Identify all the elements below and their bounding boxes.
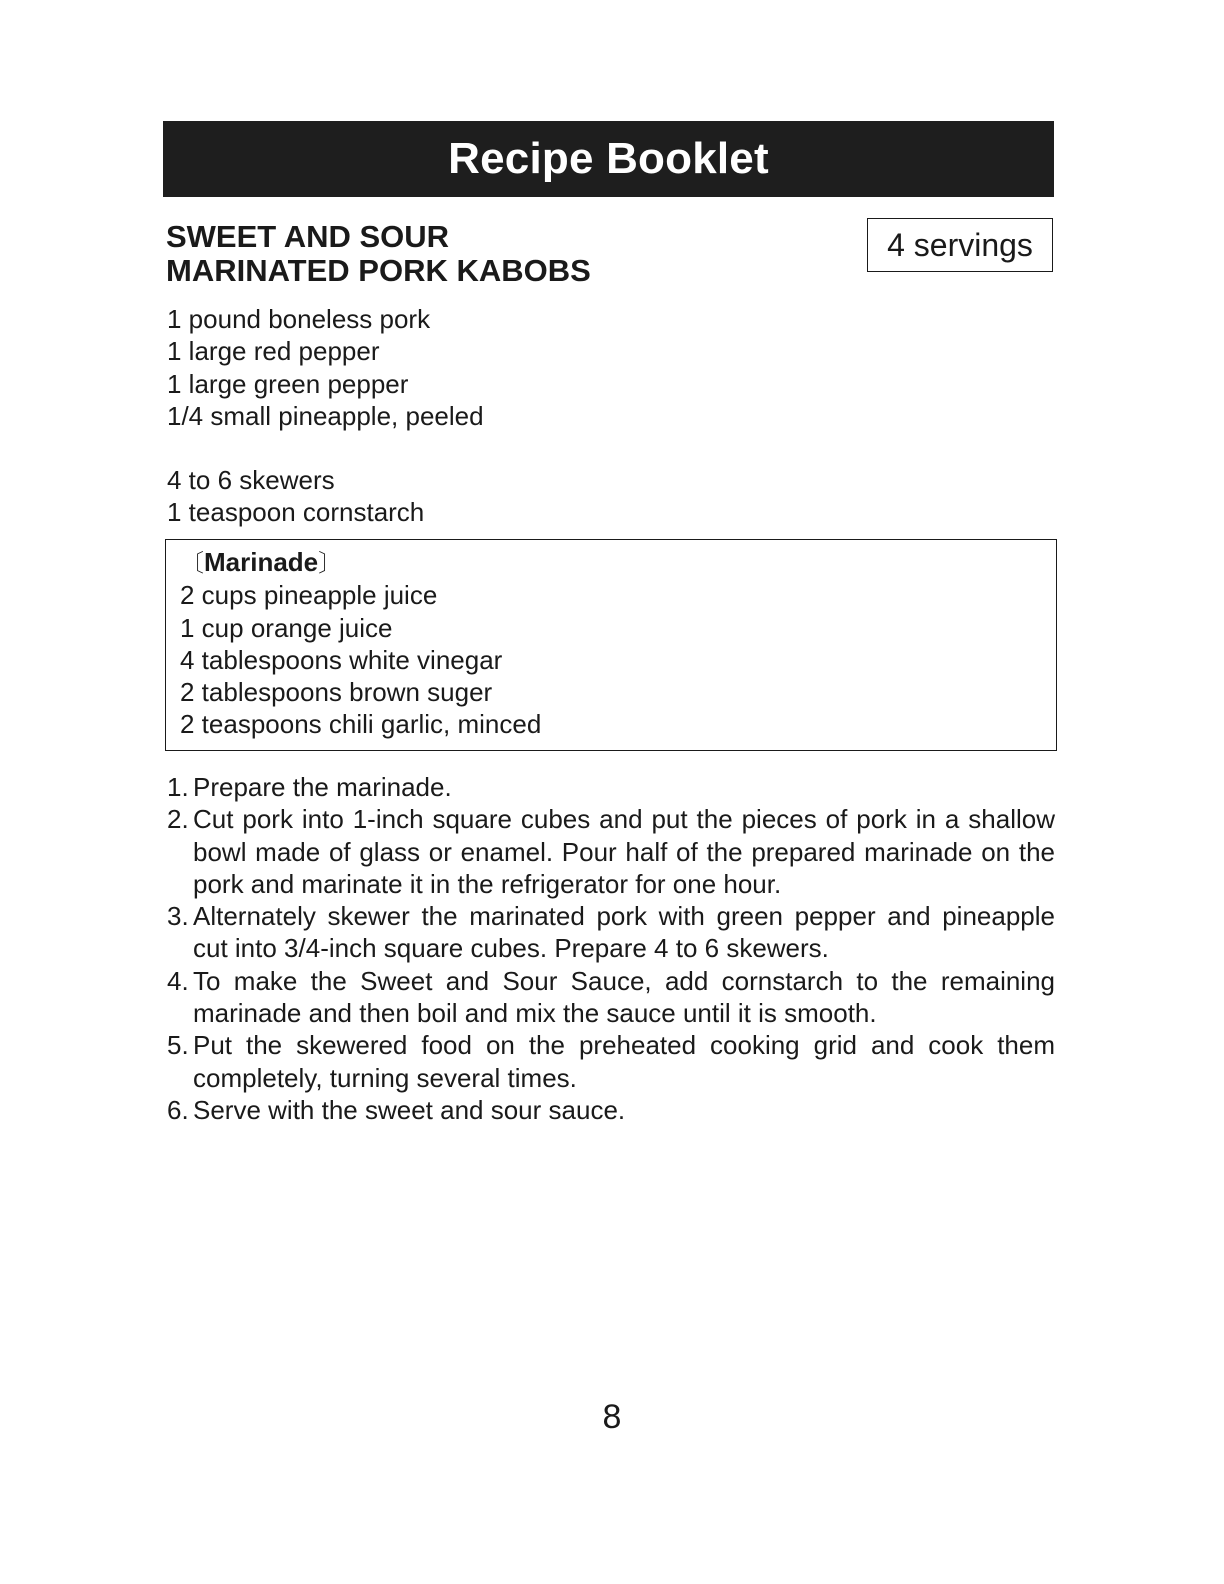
servings-badge: [867, 218, 1053, 272]
marinade-item: 4 tablespoons white vinegar: [180, 644, 503, 675]
marinade-bracket-close: 〕: [318, 549, 343, 577]
ingredient-item: 1 pound boneless pork: [167, 304, 431, 334]
step-number: 2.: [167, 804, 189, 835]
step-text: Cut pork into 1-inch square cubes and put the pieces of pork in a shallow bowl made of glass or enamel. Pour half of the prepared marinade on the pork and marinate it in the refrigerator for one hour.: [193, 804, 1055, 899]
step-text: Prepare the marinade.: [193, 772, 452, 802]
marinade-bracket-open: 〔: [180, 549, 204, 577]
instruction-step: [167, 803, 1055, 900]
step-number: 6.: [167, 1094, 189, 1125]
ingredient-list-extra: [167, 464, 867, 529]
instruction-step: [167, 965, 1055, 1030]
instruction-step: [167, 771, 1055, 803]
ingredient-item: 1 teaspoon cornstarch: [167, 497, 425, 528]
instruction-step: [167, 900, 1055, 965]
marinade-item: 1 cup orange juice: [180, 612, 393, 643]
header-title: Recipe Booklet: [448, 134, 769, 183]
step-number: 1.: [167, 772, 189, 802]
marinade-item: 2 cups pineapple juice: [180, 580, 438, 611]
marinade-box: [165, 539, 1057, 751]
ingredient-item: 4 to 6 skewers: [167, 465, 335, 495]
marinade-label: Marinade: [204, 547, 319, 577]
step-text: Serve with the sweet and sour sauce.: [193, 1094, 626, 1125]
page-header: [163, 121, 1054, 197]
page-number: 8: [602, 1398, 622, 1436]
ingredient-list-main: [167, 303, 867, 432]
ingredient-item: 1 large red pepper: [167, 336, 380, 367]
ingredient-item: 1 large green pepper: [167, 368, 409, 399]
instruction-step: [167, 1029, 1055, 1094]
step-number: 5.: [167, 1030, 189, 1061]
marinade-heading: [180, 546, 1056, 579]
step-text: Put the skewered food on the preheated cooking grid and cook them completely, turning several times.: [193, 1030, 1055, 1093]
instruction-steps: [167, 771, 1055, 1126]
step-number: 4.: [167, 965, 189, 996]
ingredient-item: 1/4 small pineapple, peeled: [167, 400, 484, 431]
step-text: Alternately skewer the marinated pork with green pepper and pineapple cut into 3/4-inch square cubes. Prepare 4 to 6 skewers.: [193, 901, 1055, 964]
recipe-title-line-1: SWEET AND SOUR: [166, 219, 450, 254]
recipe-title-line-2: MARINATED PORK KABOBS: [166, 253, 591, 288]
marinade-item: 2 tablespoons brown suger: [180, 677, 493, 708]
instruction-step: [167, 1094, 1055, 1126]
recipe-title: [166, 220, 806, 288]
step-number: 3.: [167, 901, 189, 932]
marinade-item: 2 teaspoons chili garlic, minced: [180, 709, 542, 740]
servings-label: 4 servings: [887, 226, 1033, 263]
step-text: To make the Sweet and Sour Sauce, add cornstarch to the remaining marinade and then boil and mix the sauce until it is smooth.: [193, 965, 1055, 1029]
